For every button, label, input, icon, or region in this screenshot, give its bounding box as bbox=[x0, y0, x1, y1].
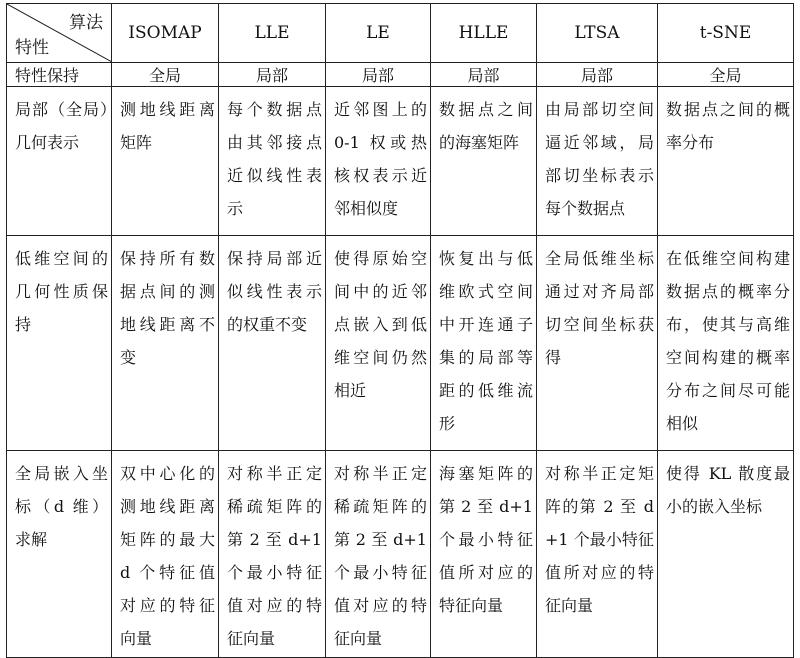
table-cell: 全局 bbox=[112, 63, 219, 87]
table-cell: 使得 KL 散度最小的嵌入坐标 bbox=[658, 451, 794, 658]
table-row-property-preservation bbox=[7, 63, 794, 87]
table-row-embedding-solution bbox=[7, 451, 794, 658]
table-cell: 保持局部近似线性表示的权重不变 bbox=[219, 236, 326, 451]
table-row-geometry-preservation bbox=[7, 236, 794, 451]
table-cell: 恢复出与低维欧式空间中开连通子集的局部等距的低维流形 bbox=[431, 236, 537, 451]
table-cell: 全局低维坐标通过对齐局部切空间坐标获得 bbox=[537, 236, 658, 451]
row-label: 低维空间的几何性质保持 bbox=[7, 236, 112, 451]
column-header-le: LE bbox=[326, 4, 431, 63]
table-header-row bbox=[7, 4, 794, 63]
table-cell: 由局部切空间逼近邻域，局部切坐标表示每个数据点 bbox=[537, 87, 658, 236]
row-label: 局部（全局）几何表示 bbox=[7, 87, 112, 236]
table-cell: 对称半正定矩阵的第 2 至 d+1 个最小特征值所对应的特征向量 bbox=[537, 451, 658, 658]
table-cell: 保持所有数据点间的测地线距离不变 bbox=[112, 236, 219, 451]
table-cell: 全局 bbox=[658, 63, 794, 87]
table-cell: 对称半正定稀疏矩阵的第 2 至 d+1 个最小特征值对应的特征向量 bbox=[219, 451, 326, 658]
column-header-hlle: HLLE bbox=[431, 4, 537, 63]
table-cell: 在低维空间构建数据点的概率分布，使其与高维空间构建的概率分布之间尽可能相似 bbox=[658, 236, 794, 451]
table-cell: 近邻图上的 0-1 权或热核权表示近邻相似度 bbox=[326, 87, 431, 236]
table-row-local-geometry bbox=[7, 87, 794, 236]
table-cell: 局部 bbox=[537, 63, 658, 87]
table-cell: 双中心化的测地线距离矩阵的最大 d 个特征值对应的特征向量 bbox=[112, 451, 219, 658]
column-header-tsne: t-SNE bbox=[658, 4, 794, 63]
table-cell: 数据点之间的概率分布 bbox=[658, 87, 794, 236]
column-header-isomap: ISOMAP bbox=[112, 4, 219, 63]
algorithm-comparison-table bbox=[6, 3, 794, 658]
row-label: 特性保持 bbox=[7, 63, 112, 87]
table-cell: 测地线距离矩阵 bbox=[112, 87, 219, 236]
row-label: 全局嵌入坐标（d 维）求解 bbox=[7, 451, 112, 658]
table-cell: 局部 bbox=[326, 63, 431, 87]
table-cell: 每个数据点由其邻接点近似线性表示 bbox=[219, 87, 326, 236]
column-header-lle: LLE bbox=[219, 4, 326, 63]
table-cell: 局部 bbox=[431, 63, 537, 87]
corner-feature-label: 特性 bbox=[15, 38, 49, 58]
table-cell: 对称半正定稀疏矩阵的第 2 至 d+1 个最小特征值对应的特征向量 bbox=[326, 451, 431, 658]
table-cell: 数据点之间的海塞矩阵 bbox=[431, 87, 537, 236]
table-cell: 局部 bbox=[219, 63, 326, 87]
corner-header-cell bbox=[7, 4, 112, 63]
table-cell: 使得原始空间中的近邻点嵌入到低维空间仍然相近 bbox=[326, 236, 431, 451]
table-cell: 海塞矩阵的第 2 至 d+1 个最小特征值所对应的特征向量 bbox=[431, 451, 537, 658]
corner-algorithm-label: 算法 bbox=[69, 13, 103, 33]
column-header-ltsa: LTSA bbox=[537, 4, 658, 63]
